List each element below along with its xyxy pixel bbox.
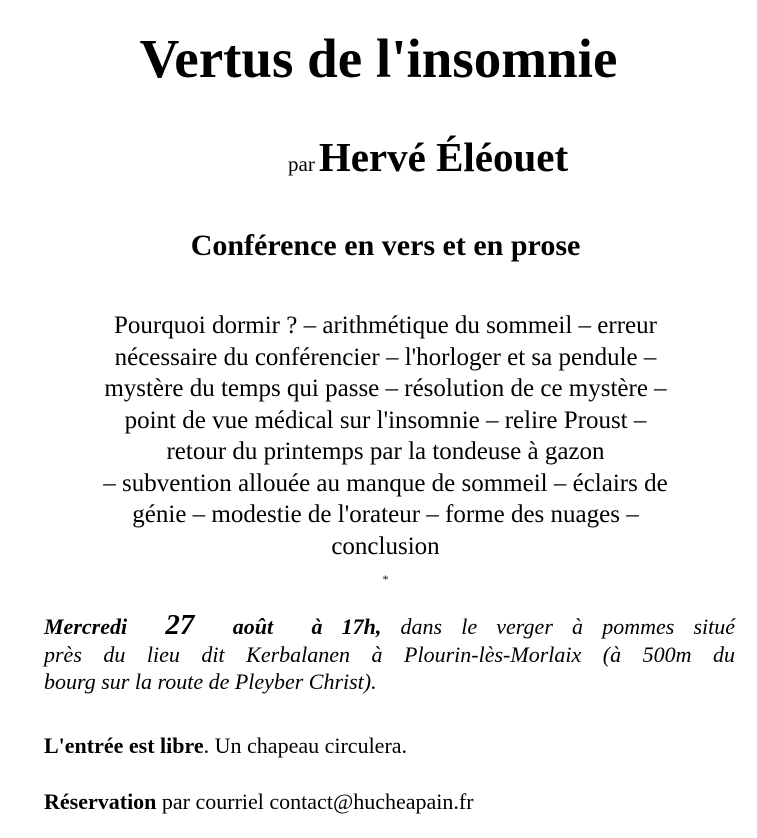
topics-line: Pourquoi dormir ? – arithmétique du sommeil – erreur bbox=[114, 312, 657, 339]
page-title: Vertus de l'insomnie bbox=[139, 28, 618, 89]
topics-line: nécessaire du conférencier – l'horloger et sa pendule – bbox=[114, 343, 657, 371]
topics-line: génie – modestie de l'orateur – forme des nuages – bbox=[132, 501, 639, 528]
topics-line: mystère du temps qui passe – résolution de ce mystère – bbox=[104, 375, 667, 402]
entry-free-label: L'entrée est libre bbox=[44, 733, 204, 758]
reservation-info bbox=[44, 787, 474, 817]
event-month: août bbox=[232, 614, 274, 639]
reservation-label: Réservation bbox=[44, 789, 157, 814]
byline bbox=[288, 132, 568, 192]
event-line-1 bbox=[44, 609, 736, 641]
separator-asterisk: * bbox=[382, 572, 389, 586]
author-name: Hervé Éléouet bbox=[318, 134, 569, 180]
event-weekday: Mercredi bbox=[44, 614, 128, 639]
byline-prefix: par bbox=[288, 152, 315, 176]
event-location-start: dans le verger à pommes situé bbox=[400, 614, 736, 639]
topics-line: retour du printemps par la tondeuse à gazon bbox=[166, 438, 605, 465]
topics-line: point de vue médical sur l'insomnie – relire Proust – bbox=[124, 406, 647, 434]
event-details bbox=[44, 609, 736, 696]
event-line-3: bourg sur la route de Pleyber Christ). bbox=[44, 669, 377, 694]
topics-line: – subvention allouée au manque de sommeil – éclairs de bbox=[103, 469, 668, 497]
event-time: à 17h, bbox=[311, 614, 382, 639]
reservation-contact: par courriel contact@hucheapain.fr bbox=[156, 789, 474, 814]
topics-line: conclusion bbox=[331, 532, 440, 560]
topics-list bbox=[0, 310, 757, 562]
subtitle: Conférence en vers et en prose bbox=[190, 229, 581, 262]
event-line-2: près du lieu dit Kerbalanen à Plourin-lès-Morlaix (à 500m du bbox=[44, 641, 735, 667]
entry-hat-text: . Un chapeau circulera. bbox=[203, 733, 408, 758]
entry-info bbox=[44, 731, 407, 761]
event-day: 27 bbox=[165, 609, 195, 641]
